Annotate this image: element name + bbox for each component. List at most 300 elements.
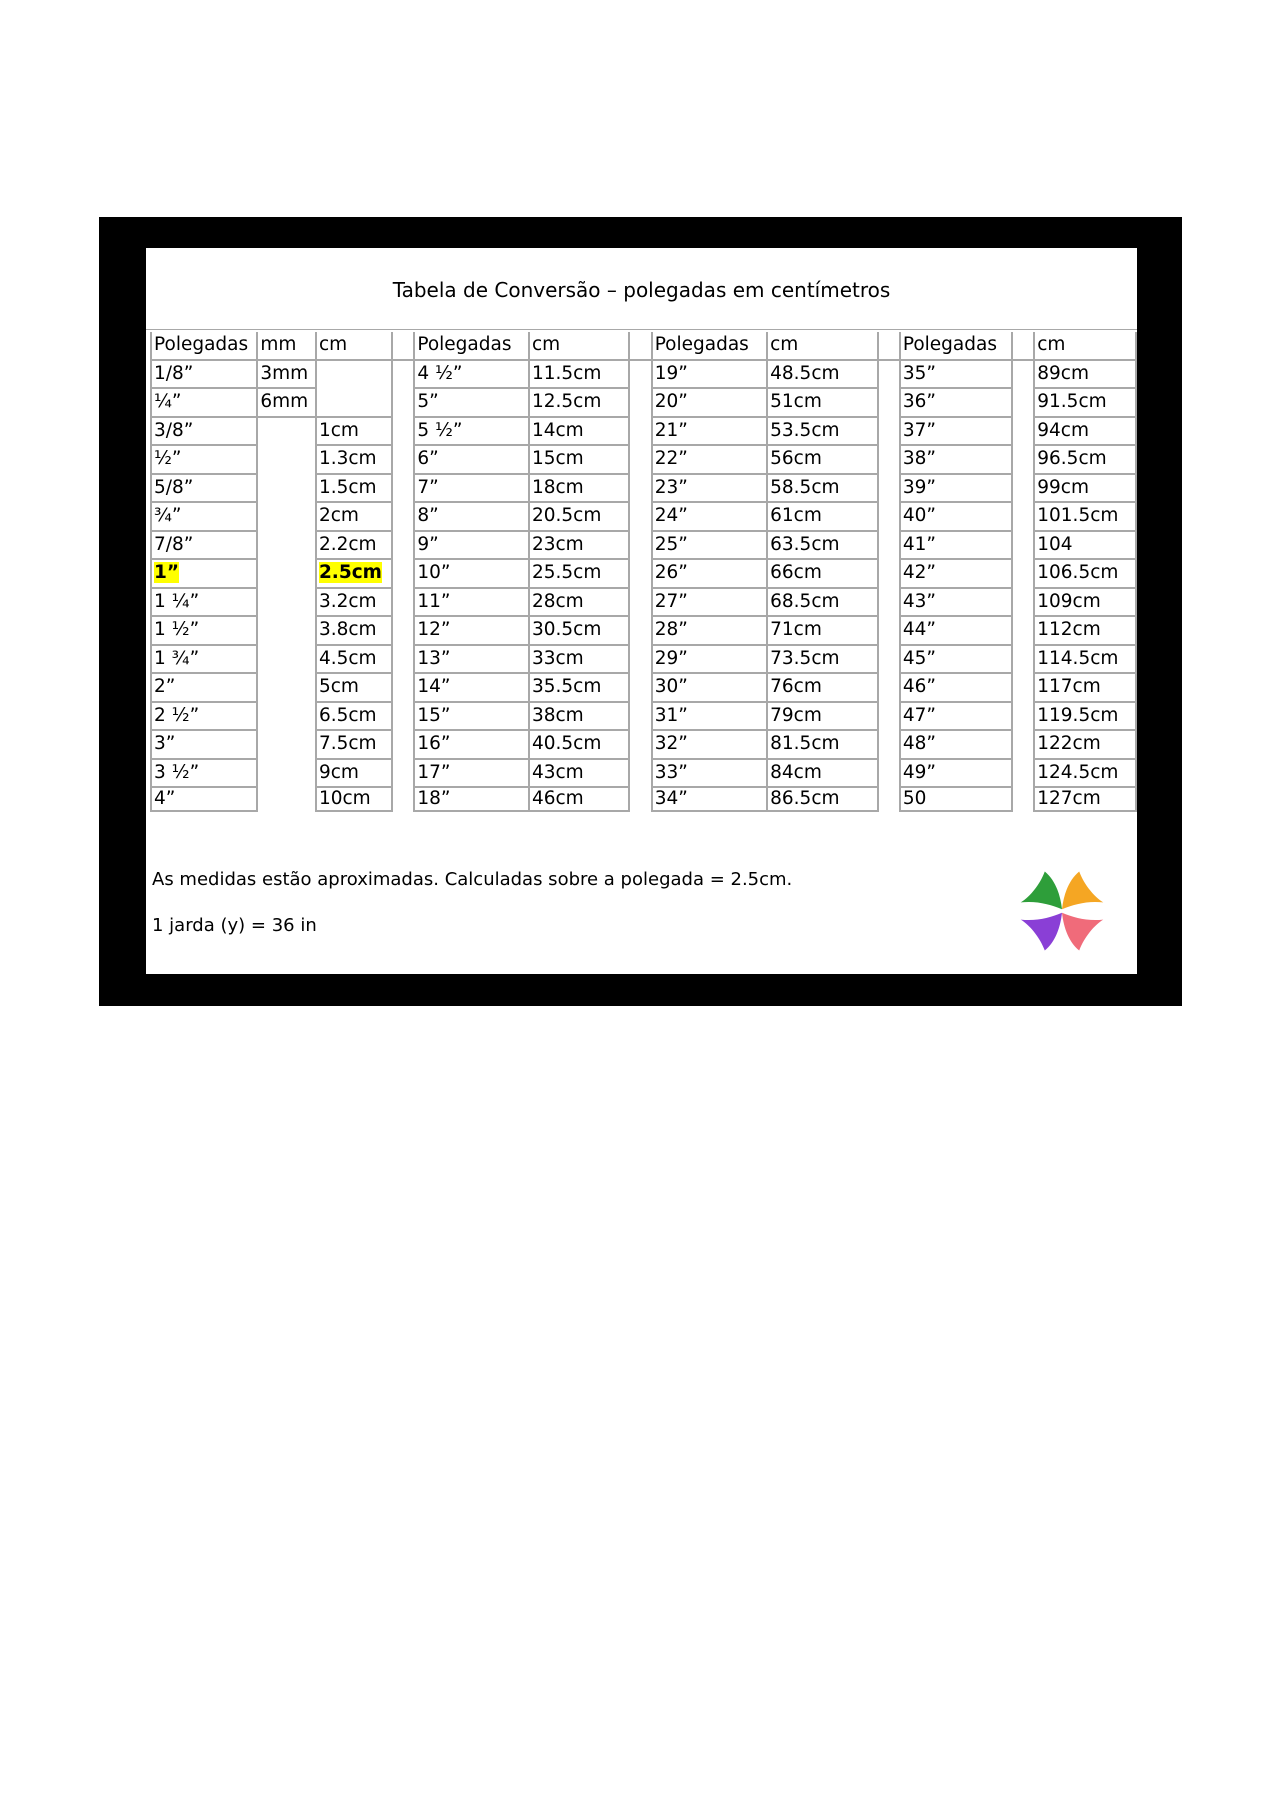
cell-inches-2-text: 17” bbox=[417, 761, 451, 783]
cell-inches-4 bbox=[900, 645, 1012, 674]
column-spacer bbox=[878, 787, 900, 811]
cell-cm-1 bbox=[316, 759, 392, 788]
cell-cm-3 bbox=[767, 702, 877, 731]
cell-inches-3-text: 29” bbox=[654, 647, 688, 669]
cell-cm-3-text: 73.5cm bbox=[770, 647, 840, 669]
column-spacer bbox=[392, 588, 414, 617]
cell-inches-1-text: 4” bbox=[154, 787, 176, 809]
cell-cm-2-text: 15cm bbox=[531, 448, 584, 469]
cell-mm bbox=[257, 474, 316, 503]
cell-cm-3 bbox=[767, 559, 877, 588]
column-spacer bbox=[629, 360, 651, 389]
cell-cm-4 bbox=[1034, 702, 1136, 731]
column-spacer bbox=[1012, 531, 1034, 560]
cell-inches-4 bbox=[900, 360, 1012, 389]
cell-inches-2 bbox=[414, 445, 529, 474]
cell-cm-3 bbox=[767, 445, 877, 474]
cell-inches-3-text: 21” bbox=[654, 419, 688, 441]
column-spacer bbox=[878, 673, 900, 702]
cell-mm bbox=[257, 531, 316, 560]
header-polegadas-3: Polegadas bbox=[652, 332, 767, 360]
cell-cm-3-text: 48.5cm bbox=[770, 362, 840, 384]
cell-cm-2-text: 33cm bbox=[531, 647, 584, 669]
cell-cm-3 bbox=[767, 474, 877, 503]
column-spacer bbox=[878, 474, 900, 503]
cell-cm-3-text: 56cm bbox=[770, 448, 822, 469]
cell-inches-4-text: 48” bbox=[902, 733, 936, 754]
column-spacer bbox=[1012, 332, 1034, 360]
cell-inches-1-text: ½” bbox=[154, 448, 182, 469]
cell-cm-1-text: 2.5cm bbox=[318, 562, 382, 583]
cell-cm-3-text: 63.5cm bbox=[770, 533, 840, 555]
cell-inches-2-text: 9” bbox=[417, 533, 439, 555]
cell-inches-3-text: 31” bbox=[654, 704, 688, 726]
cell-cm-4-text: 106.5cm bbox=[1037, 562, 1119, 583]
header-cm-1: cm bbox=[316, 332, 392, 360]
cell-cm-4 bbox=[1034, 616, 1136, 645]
cell-cm-4-text: 104 bbox=[1037, 533, 1073, 555]
cell-cm-1 bbox=[316, 787, 392, 811]
table-row bbox=[151, 645, 1136, 674]
cell-cm-1 bbox=[316, 730, 392, 759]
cell-cm-1-text: 1cm bbox=[318, 419, 359, 441]
cell-cm-4 bbox=[1034, 759, 1136, 788]
yard-note: 1 jarda (y) = 36 in bbox=[152, 915, 317, 936]
cell-cm-1-text: 6.5cm bbox=[318, 704, 377, 726]
cell-inches-1-text: 5/8” bbox=[154, 476, 194, 498]
cell-cm-4-text: 117cm bbox=[1037, 676, 1101, 697]
cell-cm-4 bbox=[1034, 588, 1136, 617]
cell-inches-4 bbox=[900, 502, 1012, 531]
column-spacer bbox=[392, 759, 414, 788]
cell-inches-1 bbox=[151, 360, 257, 389]
cell-cm-1 bbox=[316, 360, 392, 389]
cell-mm-text: 6mm bbox=[260, 391, 309, 412]
header-polegadas-1: Polegadas bbox=[151, 332, 257, 360]
table-header-row bbox=[151, 332, 1136, 360]
cell-inches-3 bbox=[652, 417, 767, 446]
cell-cm-1-text: 1.3cm bbox=[318, 448, 377, 469]
cell-inches-2-text: 13” bbox=[417, 647, 451, 669]
cell-cm-1-text: 9cm bbox=[318, 761, 359, 783]
column-spacer bbox=[878, 559, 900, 588]
cell-inches-3-text: 25” bbox=[654, 533, 688, 555]
cell-cm-3 bbox=[767, 673, 877, 702]
cell-cm-4 bbox=[1034, 445, 1136, 474]
column-spacer bbox=[1012, 559, 1034, 588]
table-row bbox=[151, 474, 1136, 503]
column-spacer bbox=[629, 673, 651, 702]
column-spacer bbox=[392, 787, 414, 811]
cell-mm-text: 3mm bbox=[260, 362, 309, 384]
cell-cm-3-text: 58.5cm bbox=[770, 476, 840, 498]
column-spacer bbox=[878, 417, 900, 446]
cell-inches-3-text: 24” bbox=[654, 505, 688, 526]
cell-mm bbox=[257, 702, 316, 731]
cell-cm-1-text: 3.8cm bbox=[318, 619, 377, 640]
cell-cm-4-text: 89cm bbox=[1037, 362, 1089, 384]
cell-inches-2-text: 7” bbox=[417, 476, 439, 498]
column-spacer bbox=[1012, 759, 1034, 788]
column-spacer bbox=[1012, 730, 1034, 759]
table-row bbox=[151, 702, 1136, 731]
cell-cm-1 bbox=[316, 445, 392, 474]
column-spacer bbox=[629, 474, 651, 503]
cell-cm-1-text: 2.2cm bbox=[318, 533, 377, 555]
cell-inches-4-text: 47” bbox=[902, 704, 936, 726]
cell-inches-4-text: 43” bbox=[902, 590, 936, 612]
column-spacer bbox=[878, 502, 900, 531]
cell-inches-2-text: 14” bbox=[417, 676, 451, 697]
cell-inches-1 bbox=[151, 445, 257, 474]
column-spacer bbox=[1012, 445, 1034, 474]
cell-cm-1-text: 5cm bbox=[318, 676, 359, 697]
cell-cm-4-text: 124.5cm bbox=[1037, 761, 1119, 783]
cell-cm-2-text: 12.5cm bbox=[531, 391, 602, 412]
column-spacer bbox=[629, 616, 651, 645]
column-spacer bbox=[878, 588, 900, 617]
cell-cm-1 bbox=[316, 388, 392, 417]
cell-inches-2 bbox=[414, 474, 529, 503]
cell-inches-2-text: 8” bbox=[417, 505, 439, 526]
cell-mm bbox=[257, 588, 316, 617]
cell-cm-4 bbox=[1034, 502, 1136, 531]
cell-cm-3-text: 71cm bbox=[770, 619, 822, 640]
cell-cm-1-text: 3.2cm bbox=[318, 590, 377, 612]
cell-cm-2-text: 20.5cm bbox=[531, 505, 602, 526]
cell-inches-2 bbox=[414, 673, 529, 702]
cell-inches-3-text: 30” bbox=[654, 676, 688, 697]
cell-cm-4 bbox=[1034, 474, 1136, 503]
cell-cm-4-text: 99cm bbox=[1037, 476, 1089, 498]
column-spacer bbox=[878, 616, 900, 645]
cell-inches-4-text: 40” bbox=[902, 505, 936, 526]
cell-inches-1 bbox=[151, 388, 257, 417]
cell-inches-4 bbox=[900, 730, 1012, 759]
conversion-card bbox=[146, 248, 1137, 974]
cell-inches-3 bbox=[652, 730, 767, 759]
table-row bbox=[151, 588, 1136, 617]
cell-inches-2 bbox=[414, 360, 529, 389]
cell-cm-4 bbox=[1034, 531, 1136, 560]
column-spacer bbox=[392, 673, 414, 702]
column-spacer bbox=[629, 559, 651, 588]
column-spacer bbox=[878, 388, 900, 417]
cell-inches-1 bbox=[151, 559, 257, 588]
cell-cm-1 bbox=[316, 531, 392, 560]
cell-cm-2 bbox=[529, 474, 629, 503]
cell-inches-1 bbox=[151, 531, 257, 560]
cell-cm-4 bbox=[1034, 730, 1136, 759]
cell-inches-3-text: 27” bbox=[654, 590, 688, 612]
column-spacer bbox=[392, 531, 414, 560]
cell-inches-2 bbox=[414, 559, 529, 588]
cell-cm-1 bbox=[316, 616, 392, 645]
cell-cm-4-text: 127cm bbox=[1037, 787, 1101, 809]
column-spacer bbox=[1012, 673, 1034, 702]
cell-inches-3-text: 20” bbox=[654, 391, 688, 412]
cell-cm-2 bbox=[529, 730, 629, 759]
header-polegadas-4: Polegadas bbox=[900, 332, 1012, 360]
column-spacer bbox=[1012, 616, 1034, 645]
cell-inches-4 bbox=[900, 474, 1012, 503]
cell-cm-2-text: 43cm bbox=[531, 761, 584, 783]
cell-cm-1 bbox=[316, 702, 392, 731]
cell-inches-2 bbox=[414, 417, 529, 446]
cell-cm-2 bbox=[529, 759, 629, 788]
table-row bbox=[151, 417, 1136, 446]
column-spacer bbox=[878, 332, 900, 360]
cell-mm bbox=[257, 360, 316, 389]
cell-cm-3 bbox=[767, 588, 877, 617]
column-spacer bbox=[878, 730, 900, 759]
cell-cm-3 bbox=[767, 616, 877, 645]
cell-inches-2 bbox=[414, 502, 529, 531]
cell-cm-4 bbox=[1034, 787, 1136, 811]
page-title: Tabela de Conversão – polegadas em centímetros bbox=[392, 278, 891, 302]
table-row bbox=[151, 787, 1136, 811]
cell-inches-3-text: 23” bbox=[654, 476, 688, 498]
column-spacer bbox=[392, 502, 414, 531]
cell-inches-3 bbox=[652, 702, 767, 731]
cell-inches-1-text: 1/8” bbox=[154, 362, 194, 384]
cell-inches-3 bbox=[652, 502, 767, 531]
cell-cm-3 bbox=[767, 360, 877, 389]
column-spacer bbox=[629, 388, 651, 417]
cell-inches-4-text: 41” bbox=[902, 533, 936, 555]
cell-inches-2 bbox=[414, 787, 529, 811]
column-spacer bbox=[629, 730, 651, 759]
cell-cm-4-text: 122cm bbox=[1037, 733, 1101, 754]
cell-inches-1-text: 3 ½” bbox=[154, 761, 200, 783]
cell-cm-3 bbox=[767, 759, 877, 788]
cell-inches-3 bbox=[652, 759, 767, 788]
cell-inches-2 bbox=[414, 645, 529, 674]
cell-inches-1-text: 3/8” bbox=[154, 419, 194, 441]
cell-inches-3 bbox=[652, 588, 767, 617]
header-cm-4: cm bbox=[1034, 332, 1136, 360]
cell-cm-4-text: 112cm bbox=[1037, 619, 1101, 640]
cell-cm-2-text: 38cm bbox=[531, 704, 584, 726]
cell-cm-1 bbox=[316, 645, 392, 674]
cell-cm-2 bbox=[529, 388, 629, 417]
cell-inches-2 bbox=[414, 588, 529, 617]
black-frame bbox=[99, 217, 1182, 1006]
cell-cm-3 bbox=[767, 730, 877, 759]
cell-inches-4 bbox=[900, 559, 1012, 588]
column-spacer bbox=[878, 445, 900, 474]
cell-inches-4-text: 35” bbox=[902, 362, 936, 384]
cell-inches-2 bbox=[414, 730, 529, 759]
cell-inches-2 bbox=[414, 531, 529, 560]
column-spacer bbox=[629, 645, 651, 674]
cell-inches-1 bbox=[151, 730, 257, 759]
cell-cm-1 bbox=[316, 559, 392, 588]
column-spacer bbox=[629, 787, 651, 811]
cell-inches-1-text: 2 ½” bbox=[154, 704, 200, 726]
column-spacer bbox=[629, 332, 651, 360]
cell-inches-3 bbox=[652, 360, 767, 389]
cell-inches-4-text: 42” bbox=[902, 562, 936, 583]
cell-inches-1 bbox=[151, 787, 257, 811]
cell-inches-4-text: 36” bbox=[902, 391, 936, 412]
cell-inches-1-text: ¾” bbox=[154, 505, 182, 526]
cell-inches-2 bbox=[414, 702, 529, 731]
cell-inches-3-text: 28” bbox=[654, 619, 688, 640]
cell-cm-3 bbox=[767, 388, 877, 417]
column-spacer bbox=[629, 445, 651, 474]
header-mm: mm bbox=[257, 332, 316, 360]
cell-inches-3 bbox=[652, 531, 767, 560]
cell-inches-2 bbox=[414, 616, 529, 645]
cell-cm-2-text: 35.5cm bbox=[531, 676, 602, 697]
cell-mm bbox=[257, 559, 316, 588]
table-row bbox=[151, 673, 1136, 702]
cell-cm-3 bbox=[767, 417, 877, 446]
cell-inches-3-text: 19” bbox=[654, 362, 688, 384]
column-spacer bbox=[392, 388, 414, 417]
cell-inches-2-text: 11” bbox=[417, 590, 451, 612]
cell-inches-4 bbox=[900, 388, 1012, 417]
cell-cm-4-text: 109cm bbox=[1037, 590, 1101, 612]
cell-cm-3-text: 76cm bbox=[770, 676, 822, 697]
table-row bbox=[151, 730, 1136, 759]
cell-inches-1 bbox=[151, 645, 257, 674]
cell-cm-2-text: 18cm bbox=[531, 476, 584, 498]
cell-inches-3-text: 26” bbox=[654, 562, 688, 583]
cell-cm-1-text: 7.5cm bbox=[318, 733, 377, 754]
cell-cm-4 bbox=[1034, 645, 1136, 674]
cell-cm-2 bbox=[529, 645, 629, 674]
cell-inches-2-text: 6” bbox=[417, 448, 439, 469]
cell-inches-3 bbox=[652, 559, 767, 588]
cell-inches-3 bbox=[652, 645, 767, 674]
cell-inches-1-text: 1 ¼” bbox=[154, 590, 200, 612]
cell-cm-2 bbox=[529, 360, 629, 389]
header-polegadas-2: Polegadas bbox=[414, 332, 529, 360]
cell-cm-1 bbox=[316, 502, 392, 531]
cell-mm bbox=[257, 787, 316, 811]
cell-cm-3-text: 86.5cm bbox=[770, 787, 840, 809]
cell-cm-1 bbox=[316, 474, 392, 503]
cell-inches-1-text: 2” bbox=[154, 676, 176, 697]
cell-inches-4-text: 49” bbox=[902, 761, 936, 783]
column-spacer bbox=[392, 332, 414, 360]
cell-cm-3-text: 61cm bbox=[770, 505, 822, 526]
column-spacer bbox=[392, 445, 414, 474]
cell-cm-3 bbox=[767, 502, 877, 531]
cell-mm bbox=[257, 417, 316, 446]
column-spacer bbox=[392, 645, 414, 674]
cell-inches-1-text: 7/8” bbox=[154, 533, 194, 555]
column-spacer bbox=[1012, 502, 1034, 531]
column-spacer bbox=[392, 559, 414, 588]
cell-mm bbox=[257, 502, 316, 531]
cell-mm bbox=[257, 730, 316, 759]
cell-inches-3 bbox=[652, 616, 767, 645]
approximation-note: As medidas estão aproximadas. Calculadas sobre a polegada = 2.5cm. bbox=[152, 869, 793, 890]
cell-inches-3 bbox=[652, 445, 767, 474]
cell-inches-1 bbox=[151, 474, 257, 503]
column-spacer bbox=[878, 531, 900, 560]
cell-inches-1 bbox=[151, 417, 257, 446]
cell-cm-1-text: 2cm bbox=[318, 505, 359, 526]
column-spacer bbox=[878, 360, 900, 389]
column-spacer bbox=[1012, 702, 1034, 731]
cell-cm-3-text: 53.5cm bbox=[770, 419, 840, 441]
cell-inches-1-text: 3” bbox=[154, 733, 176, 754]
cell-inches-2-text: 12” bbox=[417, 619, 451, 640]
column-spacer bbox=[1012, 388, 1034, 417]
cell-cm-2-text: 23cm bbox=[531, 533, 584, 555]
cell-inches-3-text: 32” bbox=[654, 733, 688, 754]
cell-inches-2-text: 15” bbox=[417, 704, 451, 726]
cell-inches-4 bbox=[900, 759, 1012, 788]
cell-cm-4 bbox=[1034, 388, 1136, 417]
table-row bbox=[151, 445, 1136, 474]
cell-cm-2-text: 30.5cm bbox=[531, 619, 602, 640]
column-spacer bbox=[1012, 360, 1034, 389]
cell-inches-1 bbox=[151, 502, 257, 531]
cell-mm bbox=[257, 616, 316, 645]
cell-inches-1-text: 1 ¾” bbox=[154, 647, 200, 669]
cell-inches-4 bbox=[900, 787, 1012, 811]
cell-inches-1-text: 1” bbox=[154, 562, 180, 583]
column-spacer bbox=[392, 474, 414, 503]
cell-inches-4 bbox=[900, 616, 1012, 645]
cell-cm-2 bbox=[529, 417, 629, 446]
cell-inches-4 bbox=[900, 588, 1012, 617]
cell-cm-4-text: 91.5cm bbox=[1037, 391, 1107, 412]
cell-cm-1-text: 1.5cm bbox=[318, 476, 377, 498]
cell-inches-4 bbox=[900, 531, 1012, 560]
column-spacer bbox=[1012, 474, 1034, 503]
cell-inches-1 bbox=[151, 616, 257, 645]
cell-cm-2 bbox=[529, 673, 629, 702]
column-spacer bbox=[1012, 588, 1034, 617]
cell-cm-4 bbox=[1034, 417, 1136, 446]
cell-cm-3-text: 66cm bbox=[770, 562, 822, 583]
cell-inches-2 bbox=[414, 759, 529, 788]
cell-inches-4 bbox=[900, 417, 1012, 446]
column-spacer bbox=[878, 702, 900, 731]
cell-inches-4-text: 39” bbox=[902, 476, 936, 498]
cell-cm-2 bbox=[529, 531, 629, 560]
cell-inches-4 bbox=[900, 673, 1012, 702]
column-spacer bbox=[392, 417, 414, 446]
cell-cm-2-text: 11.5cm bbox=[531, 362, 602, 384]
table-row bbox=[151, 502, 1136, 531]
cell-cm-4-text: 94cm bbox=[1037, 419, 1089, 441]
column-spacer bbox=[629, 502, 651, 531]
column-spacer bbox=[392, 730, 414, 759]
column-spacer bbox=[629, 702, 651, 731]
cell-inches-1 bbox=[151, 673, 257, 702]
cell-inches-2-text: 18” bbox=[417, 787, 451, 809]
header-cm-2: cm bbox=[529, 332, 629, 360]
table-row bbox=[151, 531, 1136, 560]
cell-inches-3 bbox=[652, 673, 767, 702]
cell-cm-2 bbox=[529, 787, 629, 811]
cell-inches-4-text: 50 bbox=[902, 787, 927, 809]
column-spacer bbox=[629, 588, 651, 617]
cell-cm-4-text: 101.5cm bbox=[1037, 505, 1119, 526]
cell-cm-2 bbox=[529, 588, 629, 617]
column-spacer bbox=[392, 616, 414, 645]
cell-cm-2 bbox=[529, 445, 629, 474]
cell-cm-1-text: 4.5cm bbox=[318, 647, 377, 669]
cell-cm-1 bbox=[316, 588, 392, 617]
